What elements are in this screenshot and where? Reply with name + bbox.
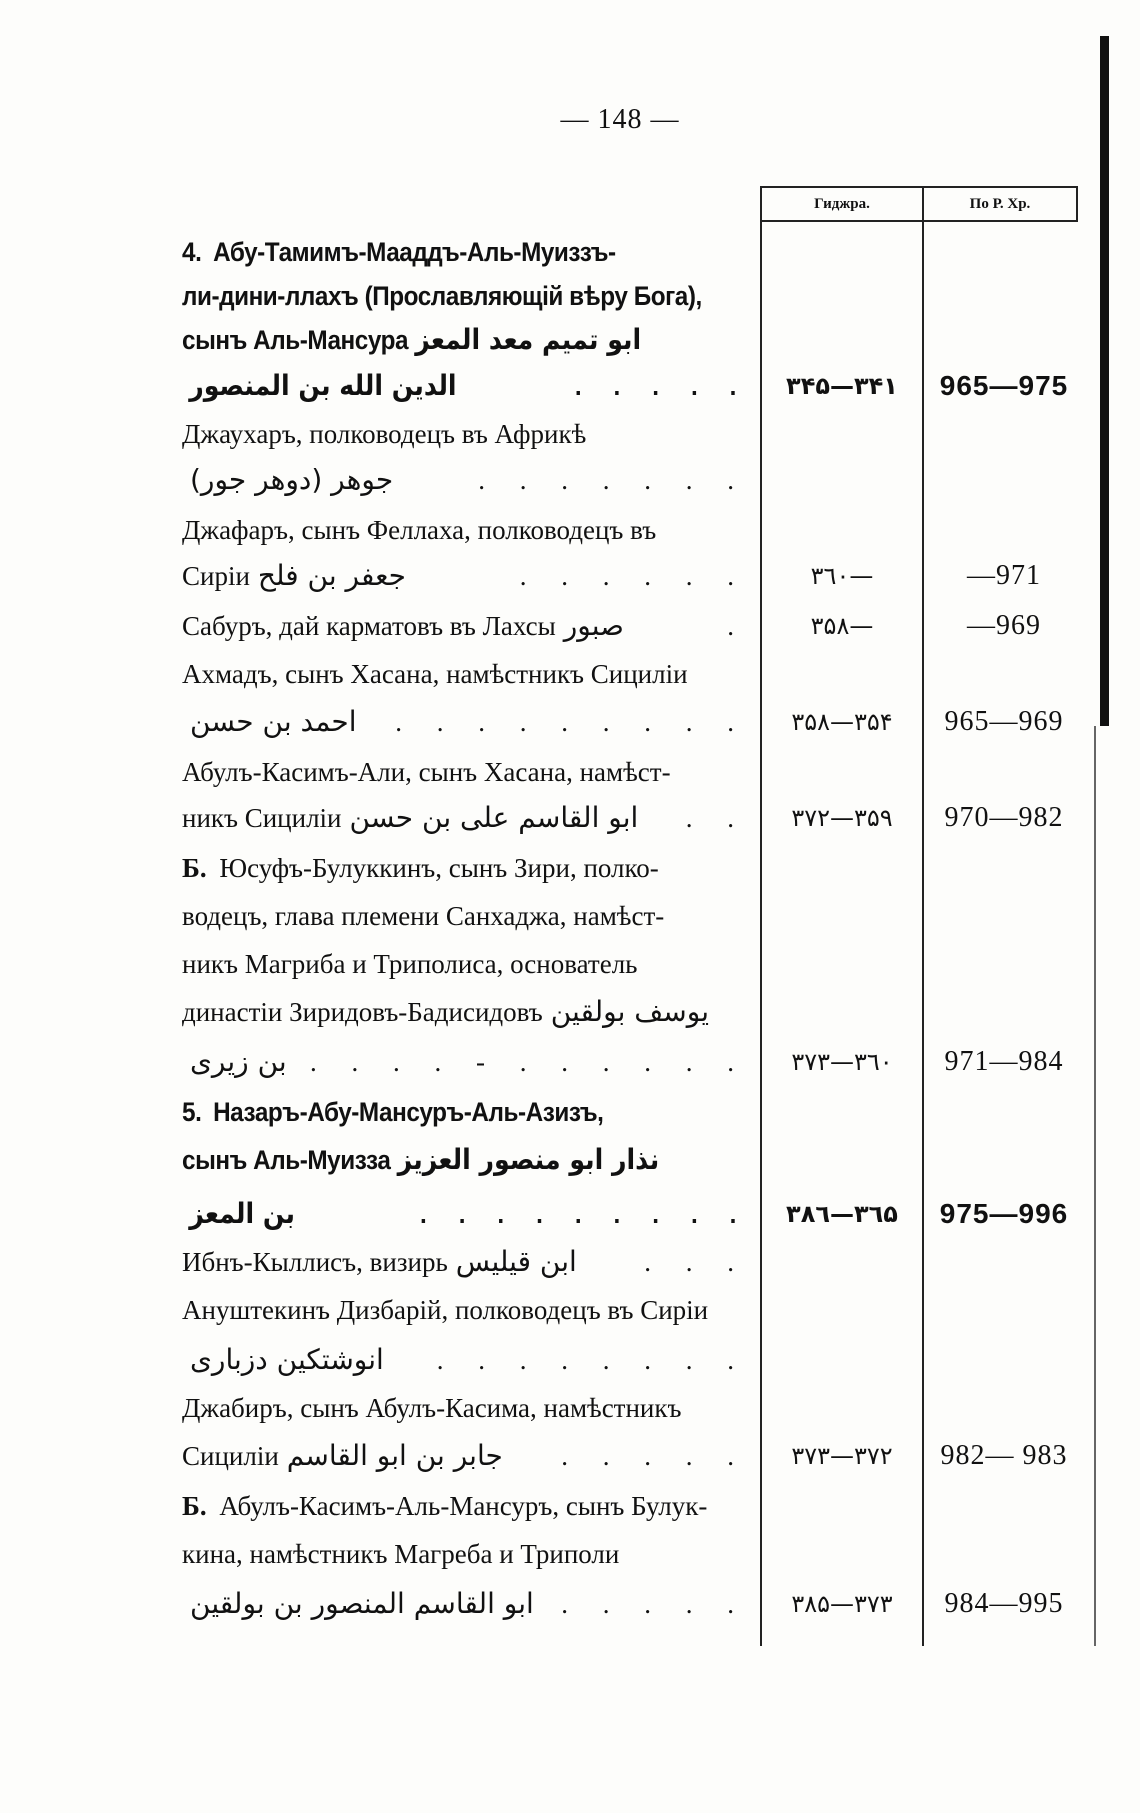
ad-date: 971—984 (944, 1046, 1064, 1077)
entry-text: Абулъ-Касимъ-Аль-Мансуръ, сынъ Булук- (219, 1491, 708, 1521)
page-edge-dark (1100, 36, 1109, 726)
arabic-name: نذار ابو منصور العزيز (397, 1143, 660, 1176)
entry-line (182, 1042, 748, 1086)
entry-line (182, 414, 748, 458)
entry-line (182, 1092, 749, 1136)
ad-date: —969 (967, 610, 1041, 641)
leader-dots: . . . . . . (519, 561, 748, 591)
entry-line (182, 1486, 748, 1530)
entry-line (182, 320, 749, 364)
entry-text: Сабуръ, дай карматовъ въ Лахсы (182, 611, 556, 641)
entry-line (182, 366, 749, 410)
leader-dots: . . . . . (574, 371, 749, 401)
arabic-name: ابو القاسم المنصور بن بولقين (190, 1587, 534, 1620)
entry-line (182, 752, 748, 796)
entry-line (182, 510, 748, 554)
arabic-name: ابو القاسم على بن حسن (349, 801, 639, 834)
ad-date: 984—995 (944, 1588, 1064, 1619)
leader-dots: . . . . - . . . . . . (310, 1047, 748, 1077)
arabic-name: بن زيرى (190, 1045, 287, 1078)
entry-text: Юсуфъ-Булуккинъ, сынъ Зири, полко- (219, 853, 659, 883)
entry-line (182, 276, 749, 320)
leader-dots: . . . . . . . . . (395, 707, 748, 737)
arabic-name: احمد بن حسن (190, 705, 357, 738)
entry-text: Назаръ-Абу-Мансуръ-Аль-Азизъ, (213, 1097, 604, 1127)
table-head-rule (760, 220, 1078, 222)
entry-text: Сиріи (182, 561, 250, 591)
entry-line (182, 848, 748, 892)
table-right-rule (1076, 186, 1078, 220)
entry-line (182, 1340, 748, 1384)
hijra-date: ۳٦۰—۳۷۳ (791, 1048, 893, 1076)
entry-text: никъ Сициліи (182, 803, 342, 833)
entry-text: династіи Зиридовъ-Бадисидовъ (182, 997, 543, 1027)
table-top-rule (760, 186, 1078, 188)
leader-dots: . . . . . . . . . (420, 1199, 749, 1229)
leader-dots: . . . (644, 1247, 748, 1277)
ad-date: 970—982 (944, 802, 1064, 833)
arabic-name: الدين الله بن المنصور (189, 369, 457, 402)
entry-line (182, 1584, 748, 1628)
column-header-hijra: Гиджра. (814, 196, 870, 212)
entry-line (182, 798, 748, 842)
entry-line (182, 1290, 748, 1334)
entry-number: 5. (182, 1097, 208, 1127)
entry-line (182, 1242, 748, 1286)
entry-text: Ибнъ-Кыллисъ, визирь (182, 1247, 448, 1277)
entry-text: Джаухаръ, полководецъ въ Африкѣ (182, 419, 587, 449)
entry-line (182, 1436, 748, 1480)
arabic-name: جابر بن ابو القاسم (286, 1439, 503, 1472)
leader-dots: . . (685, 803, 748, 833)
entry-text: водецъ, глава племени Санхаджа, намѣст- (182, 901, 665, 931)
entry-text: сынъ Аль-Мансура (182, 325, 409, 355)
entry-line (182, 896, 748, 940)
arabic-name: ابو تميم معد المعز (415, 323, 642, 356)
ad-date: —971 (967, 560, 1041, 591)
entry-line (182, 654, 748, 698)
leader-dots: . . . . . (561, 1441, 748, 1471)
arabic-name: جعفر بن فلح (257, 559, 406, 592)
entry-number: Б. (182, 1491, 214, 1521)
arabic-name: صبور (563, 609, 624, 642)
ad-date: 975—996 (939, 1198, 1069, 1229)
hijra-date: ۳۷۳—۳۸۵ (791, 1590, 893, 1618)
entry-text: Ахмадъ, сынъ Хасана, намѣстникъ Сициліи (182, 659, 688, 689)
entry-line (182, 1140, 749, 1184)
leader-dots: . (727, 611, 748, 641)
entry-number: 4. (182, 237, 208, 267)
entry-line (182, 1388, 748, 1432)
entry-number: Б. (182, 853, 214, 883)
page-number: — 148 — (560, 104, 680, 135)
entry-line (182, 1194, 749, 1238)
arabic-name: بن المعز (189, 1197, 296, 1230)
entry-line (182, 1534, 748, 1578)
entry-line (182, 992, 748, 1036)
hijra-date: ۳۴۱—۳۴۵ (786, 372, 898, 400)
column-header-ad: По Р. Хр. (969, 196, 1031, 212)
entry-line (182, 556, 748, 600)
leader-dots: . . . . . . . . (436, 1345, 748, 1375)
entry-line (182, 944, 748, 988)
entry-line (182, 232, 749, 276)
entry-line (182, 606, 748, 650)
table-mid-rule (922, 186, 924, 1646)
entry-text: Джафаръ, сынъ Феллаха, полководецъ въ (182, 515, 657, 545)
hijra-date: ۳۵۹—۳۷۲ (791, 804, 893, 832)
hijra-date: ۳۵۴—۳۵۸ (791, 708, 893, 736)
leader-dots: . . . . . . . (478, 465, 748, 495)
entry-text: сынъ Аль-Муизза (182, 1145, 391, 1175)
leader-dots: . . . . . (561, 1589, 748, 1619)
page-edge-thin (1094, 726, 1096, 1646)
entry-text: Джабиръ, сынъ Абулъ-Касима, намѣстникъ (182, 1393, 682, 1423)
ad-date: 982— 983 (940, 1440, 1068, 1471)
entry-text: ли-дини-ллахъ (Прославляющій вѣру Бога), (182, 281, 702, 311)
hijra-date: —۳۵۸ (810, 612, 874, 640)
entry-line (182, 460, 748, 504)
hijra-date: —۳٦۰ (810, 562, 874, 590)
ad-date: 965—969 (944, 706, 1064, 737)
entry-line (182, 702, 748, 746)
arabic-name: انوشتكين دزبارى (190, 1343, 384, 1376)
entry-text: Ануштекинъ Дизбарій, полководецъ въ Сиріи (182, 1295, 709, 1325)
arabic-name: ابن قيليس (455, 1245, 577, 1278)
entry-text: Сициліи (182, 1441, 279, 1471)
entry-text: никъ Магриба и Триполиса, основатель (182, 949, 638, 979)
entry-text: Абулъ-Касимъ-Али, сынъ Хасана, намѣст- (182, 757, 671, 787)
hijra-date: ۳۷۲—۳۷۳ (791, 1442, 893, 1470)
entry-text: Абу-Тамимъ-Мааддъ-Аль-Муиззъ- (213, 237, 616, 267)
entry-text: кина, намѣстникъ Магреба и Триполи (182, 1539, 620, 1569)
hijra-date: ۳٦۵—۳۸٦ (786, 1200, 898, 1228)
arabic-name: جوهر (دوهر جور) (190, 463, 394, 496)
ad-date: 965—975 (939, 370, 1069, 401)
arabic-name: يوسف بولقين (550, 995, 710, 1028)
